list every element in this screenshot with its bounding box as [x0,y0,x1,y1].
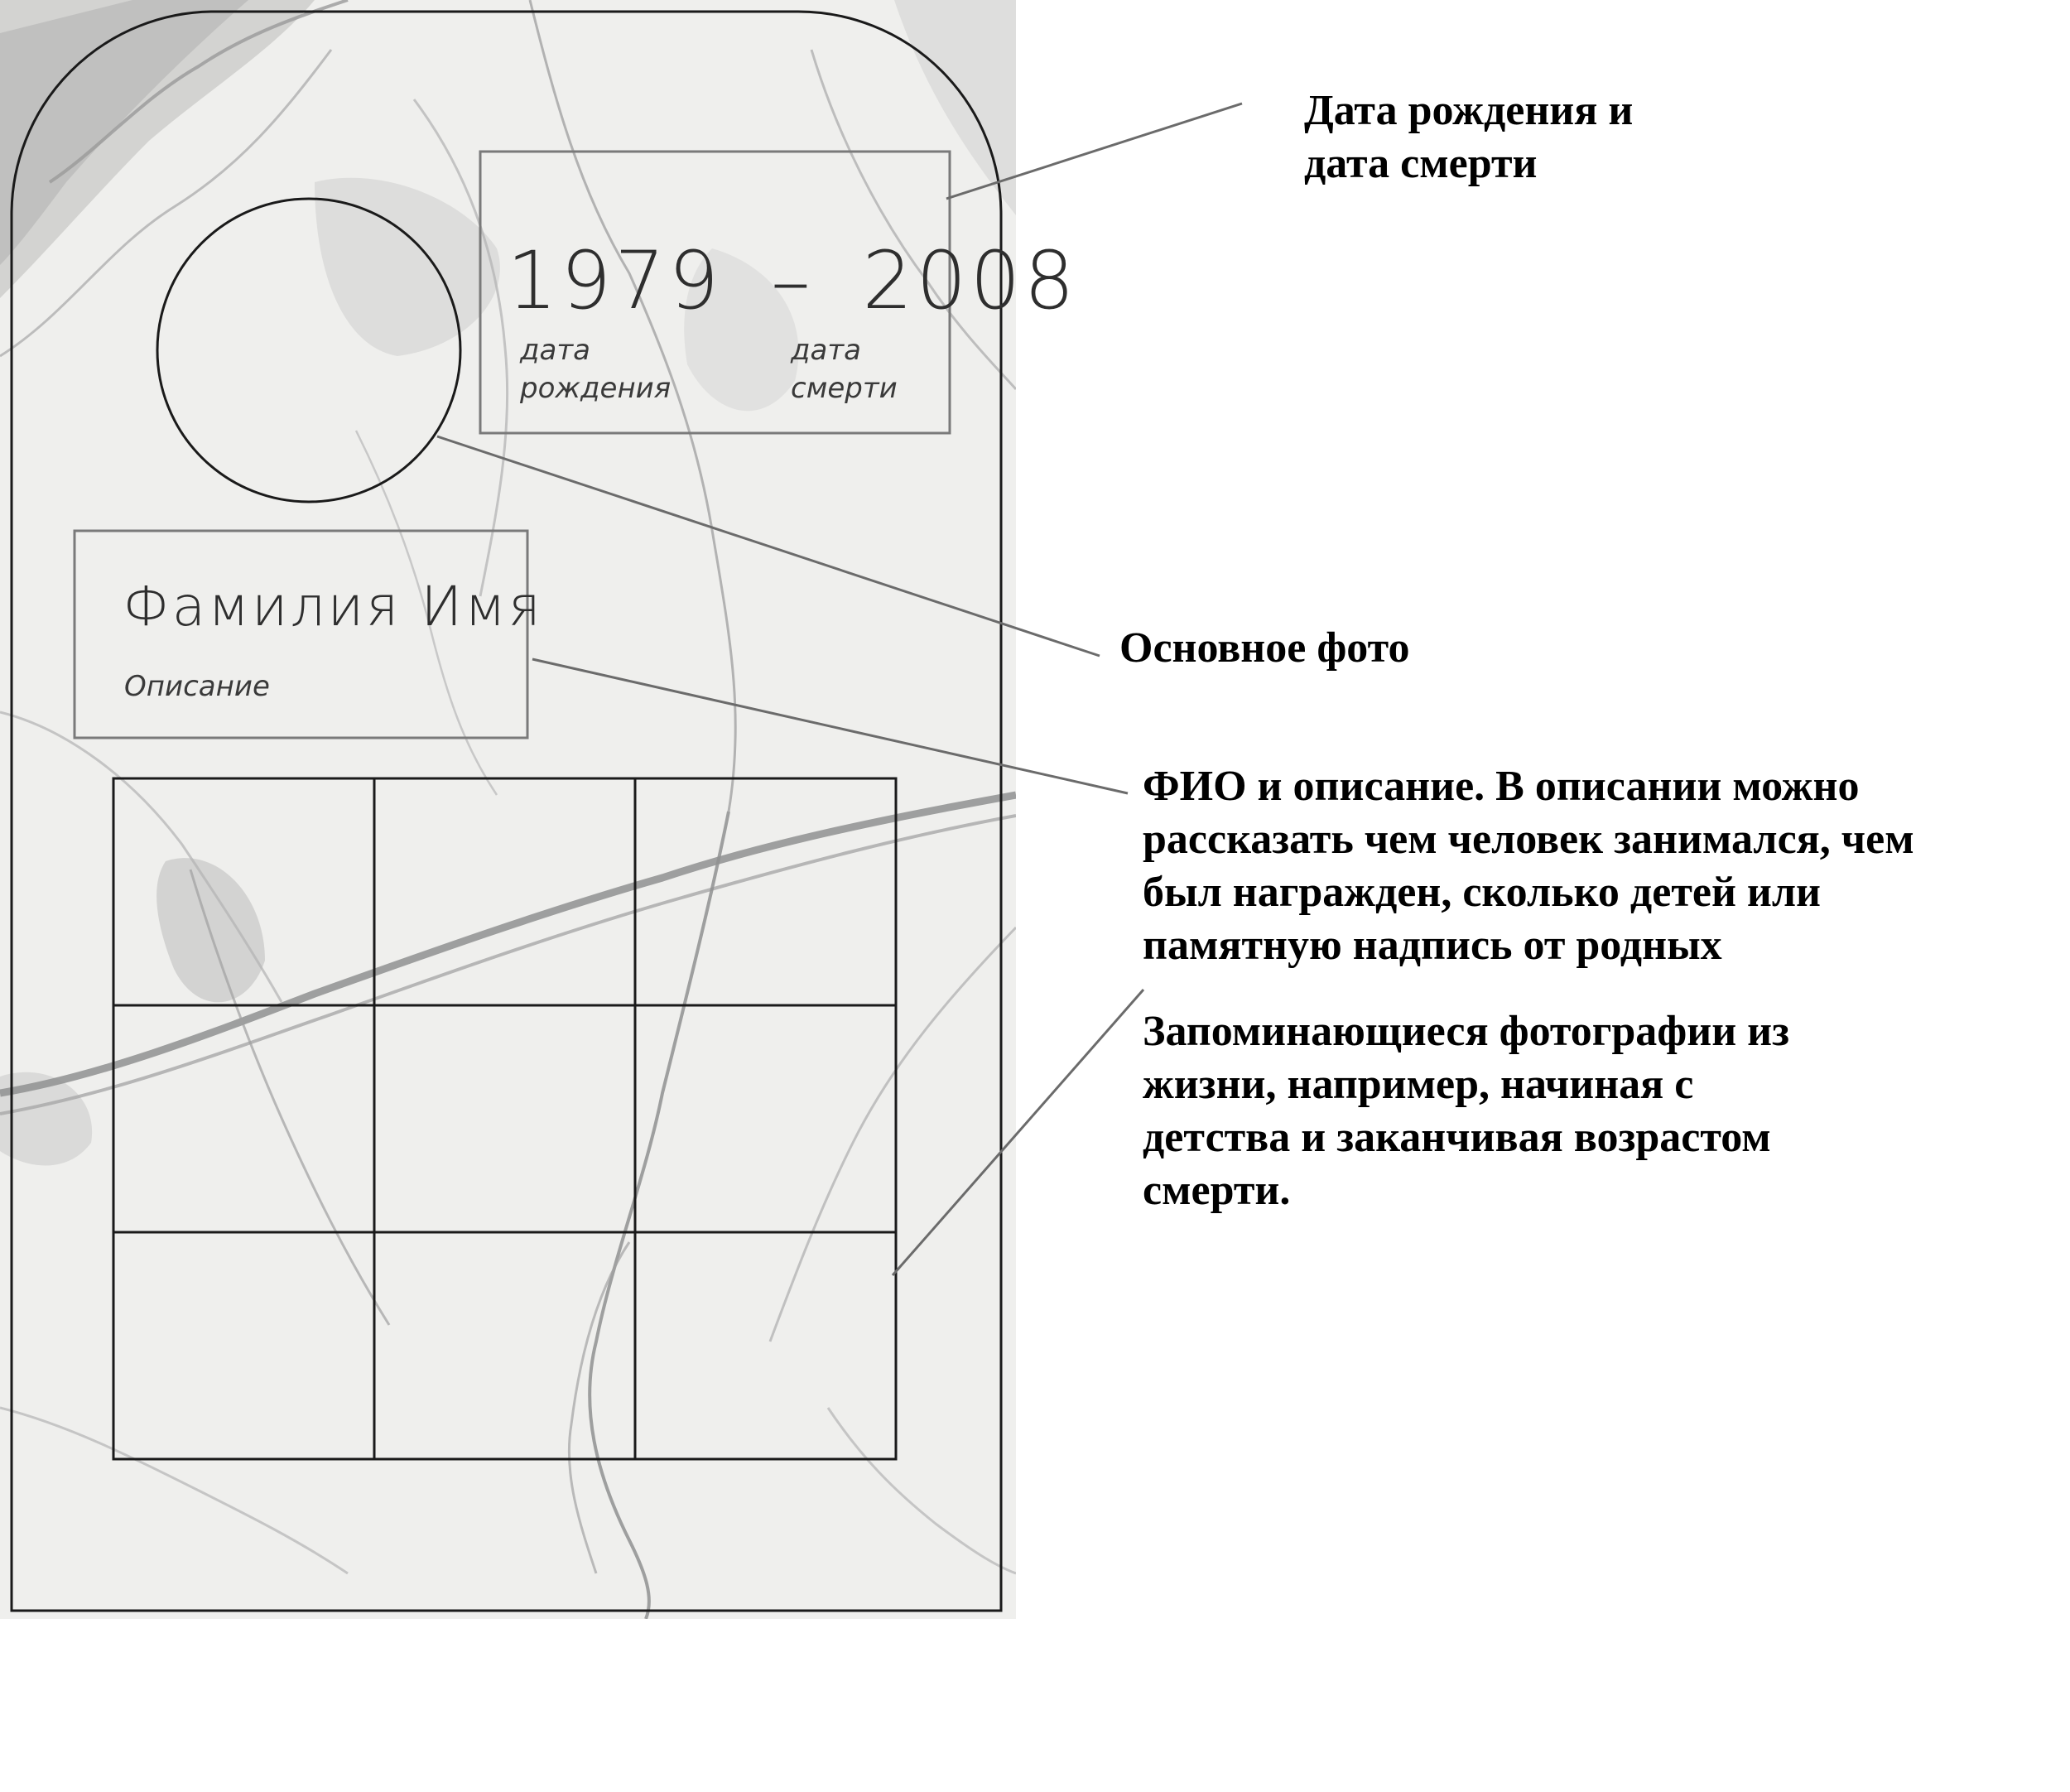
callout-line: дата смерти [1304,140,1538,187]
years-separator: – [770,234,814,327]
callout-name-description [1143,760,1914,972]
birth-caption-line: дата [520,334,590,367]
years-text [507,234,1078,327]
callout-line: Основное фото [1119,624,1410,672]
birth-caption-line: рождения [520,372,672,405]
callout-line: ФИО и описание. В описании можно [1143,763,1860,810]
callout-line: смерти. [1143,1167,1291,1214]
callout-line: детства и заканчивая возрастом [1143,1114,1771,1161]
callout-main-photo [1119,622,1409,675]
callout-line: памятную надпись от родных [1143,922,1722,969]
death-caption-line: дата [791,334,861,367]
callout-dates [1304,84,1633,190]
callout-line: Дата рождения и [1304,87,1634,134]
name-text: Фамилия Имя [123,575,543,638]
callout-line: Запоминающиеся фотографии из [1143,1008,1790,1055]
callout-line: рассказать чем человек занимался, чем [1143,816,1914,863]
death-year: 2008 [862,234,1078,327]
callout-line: жизни, например, начиная с [1143,1061,1694,1108]
birth-year: 1979 [507,234,723,327]
death-caption-line: смерти [791,372,898,405]
description-text: Описание [124,670,270,703]
callout-line: был награжден, сколько детей или [1143,869,1821,916]
page-margin-bottom [0,1619,2070,1789]
callout-photos [1143,1005,1789,1217]
